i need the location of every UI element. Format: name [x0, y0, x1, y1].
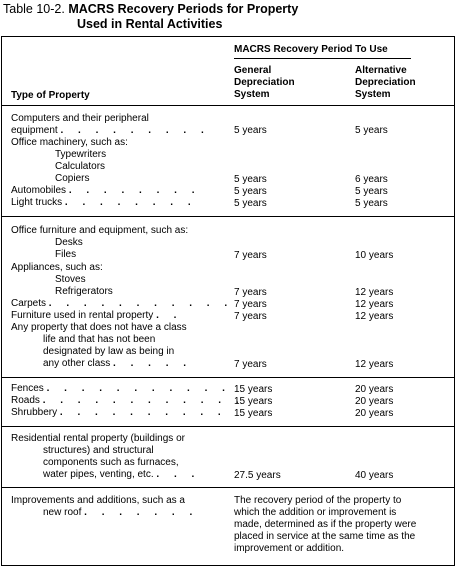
- row-text: Shrubbery . . . . . . . . . .: [11, 407, 227, 418]
- improvement-note-line: placed in service at the same time as the: [234, 531, 416, 542]
- row-text: Files: [55, 249, 77, 260]
- gds-value: 7 years: [234, 250, 267, 261]
- row-text: designated by law as being in: [43, 346, 175, 357]
- row-text: Office machinery, such as:: [11, 137, 128, 148]
- gds-value: 15 years: [234, 396, 273, 407]
- header-divider: [2, 105, 454, 106]
- section-divider: [2, 216, 454, 217]
- leader-dots: . . . . . . .: [84, 507, 199, 518]
- row-text: Automobiles . . . . . . . .: [11, 185, 201, 196]
- ads-header-line2: Depreciation: [355, 77, 416, 88]
- row-text: Furniture used in rental property . .: [11, 310, 183, 321]
- row-text: Appliances, such as:: [11, 262, 103, 273]
- improvement-note-line: made, determined as if the property were: [234, 519, 417, 530]
- improvement-note-line: improvement or addition.: [234, 543, 345, 554]
- row-text: Computers and their peripheral: [11, 113, 149, 124]
- gds-value: 7 years: [234, 299, 267, 310]
- row-text: Refrigerators: [55, 286, 113, 297]
- ads-header-line1: Alternative: [355, 65, 407, 76]
- table-label: Table 10-2.: [3, 2, 65, 16]
- leader-dots: . . . . . . . . . . .: [48, 298, 234, 309]
- gds-value: 5 years: [234, 186, 267, 197]
- section-divider: [2, 377, 454, 378]
- leader-dots: . . . . .: [113, 358, 193, 369]
- gds-value: 7 years: [234, 359, 267, 370]
- row-text: water pipes, venting, etc. . . .: [43, 469, 201, 480]
- ads-value: 5 years: [355, 186, 388, 197]
- leader-dots: . . .: [156, 469, 201, 480]
- row-text: Roads . . . . . . . . . . . .: [11, 395, 245, 406]
- ads-value: 12 years: [355, 287, 394, 298]
- gds-value: 5 years: [234, 174, 267, 185]
- gds-header-line3: System: [234, 89, 270, 100]
- gds-value: 5 years: [234, 198, 267, 209]
- gds-header-line2: Depreciation: [234, 77, 295, 88]
- row-text: components such as furnaces,: [43, 457, 179, 468]
- row-text: Any property that does not have a class: [11, 322, 187, 333]
- row-text: Typewriters: [55, 149, 107, 160]
- gds-header-line1: General: [234, 65, 272, 76]
- ads-value: 5 years: [355, 125, 388, 136]
- leader-dots: . . . . . . . . . .: [59, 407, 227, 418]
- table-title: MACRS Recovery Periods for Property: [68, 2, 299, 16]
- ads-value: 20 years: [355, 396, 394, 407]
- header-group-label: MACRS Recovery Period To Use: [234, 44, 388, 55]
- ads-value: 12 years: [355, 359, 394, 370]
- ads-value: 40 years: [355, 470, 394, 481]
- ads-header-line3: System: [355, 89, 391, 100]
- row-text: Residential rental property (buildings or: [11, 433, 185, 444]
- row-text: new roof . . . . . . .: [43, 507, 199, 518]
- row-text: Fences . . . . . . . . . . .: [11, 383, 231, 394]
- leader-dots: . . . . . . . . . . .: [46, 383, 231, 394]
- leader-dots: . . . . . . . . .: [60, 125, 210, 136]
- row-text: equipment . . . . . . . . .: [11, 125, 210, 136]
- ads-value: 10 years: [355, 250, 394, 261]
- improvement-note-line: The recovery period of the property to: [234, 495, 402, 506]
- leader-dots: . . . . . . . . . . . .: [42, 395, 245, 406]
- row-text: Copiers: [55, 173, 90, 184]
- leader-dots: . .: [156, 310, 183, 321]
- ads-value: 5 years: [355, 198, 388, 209]
- row-text: any other class . . . . .: [43, 358, 193, 369]
- row-text: Office furniture and equipment, such as:: [11, 225, 189, 236]
- table-caption: [3, 2, 298, 32]
- row-text: Stoves: [55, 274, 86, 285]
- gds-value: 15 years: [234, 408, 273, 419]
- header-group-underline: [234, 58, 411, 59]
- ads-value: 20 years: [355, 408, 394, 419]
- leader-dots: . . . . . . . .: [64, 197, 197, 208]
- row-text: Desks: [55, 237, 83, 248]
- leader-dots: . . . . . . . .: [68, 185, 201, 196]
- row-text: life and that has not been: [43, 334, 156, 345]
- row-text: Carpets . . . . . . . . . . .: [11, 298, 234, 309]
- gds-value: 27.5 years: [234, 470, 281, 481]
- improvement-note-line: which the addition or improvement is: [234, 507, 397, 518]
- gds-value: 15 years: [234, 384, 273, 395]
- ads-value: 12 years: [355, 311, 394, 322]
- row-text: Light trucks . . . . . . . .: [11, 197, 197, 208]
- ads-value: 6 years: [355, 174, 388, 185]
- row-text: structures) and structural: [43, 445, 154, 456]
- table-title-line2: Used in Rental Activities: [77, 17, 223, 31]
- gds-value: 5 years: [234, 125, 267, 136]
- row-text: Calculators: [55, 161, 106, 172]
- gds-value: 7 years: [234, 311, 267, 322]
- row-text: Improvements and additions, such as a: [11, 495, 185, 506]
- recovery-periods-table: [1, 36, 455, 566]
- ads-value: 20 years: [355, 384, 394, 395]
- ads-value: 12 years: [355, 299, 394, 310]
- section-divider: [2, 487, 454, 488]
- section-divider: [2, 426, 454, 427]
- gds-value: 7 years: [234, 287, 267, 298]
- type-of-property-header: Type of Property: [11, 90, 90, 101]
